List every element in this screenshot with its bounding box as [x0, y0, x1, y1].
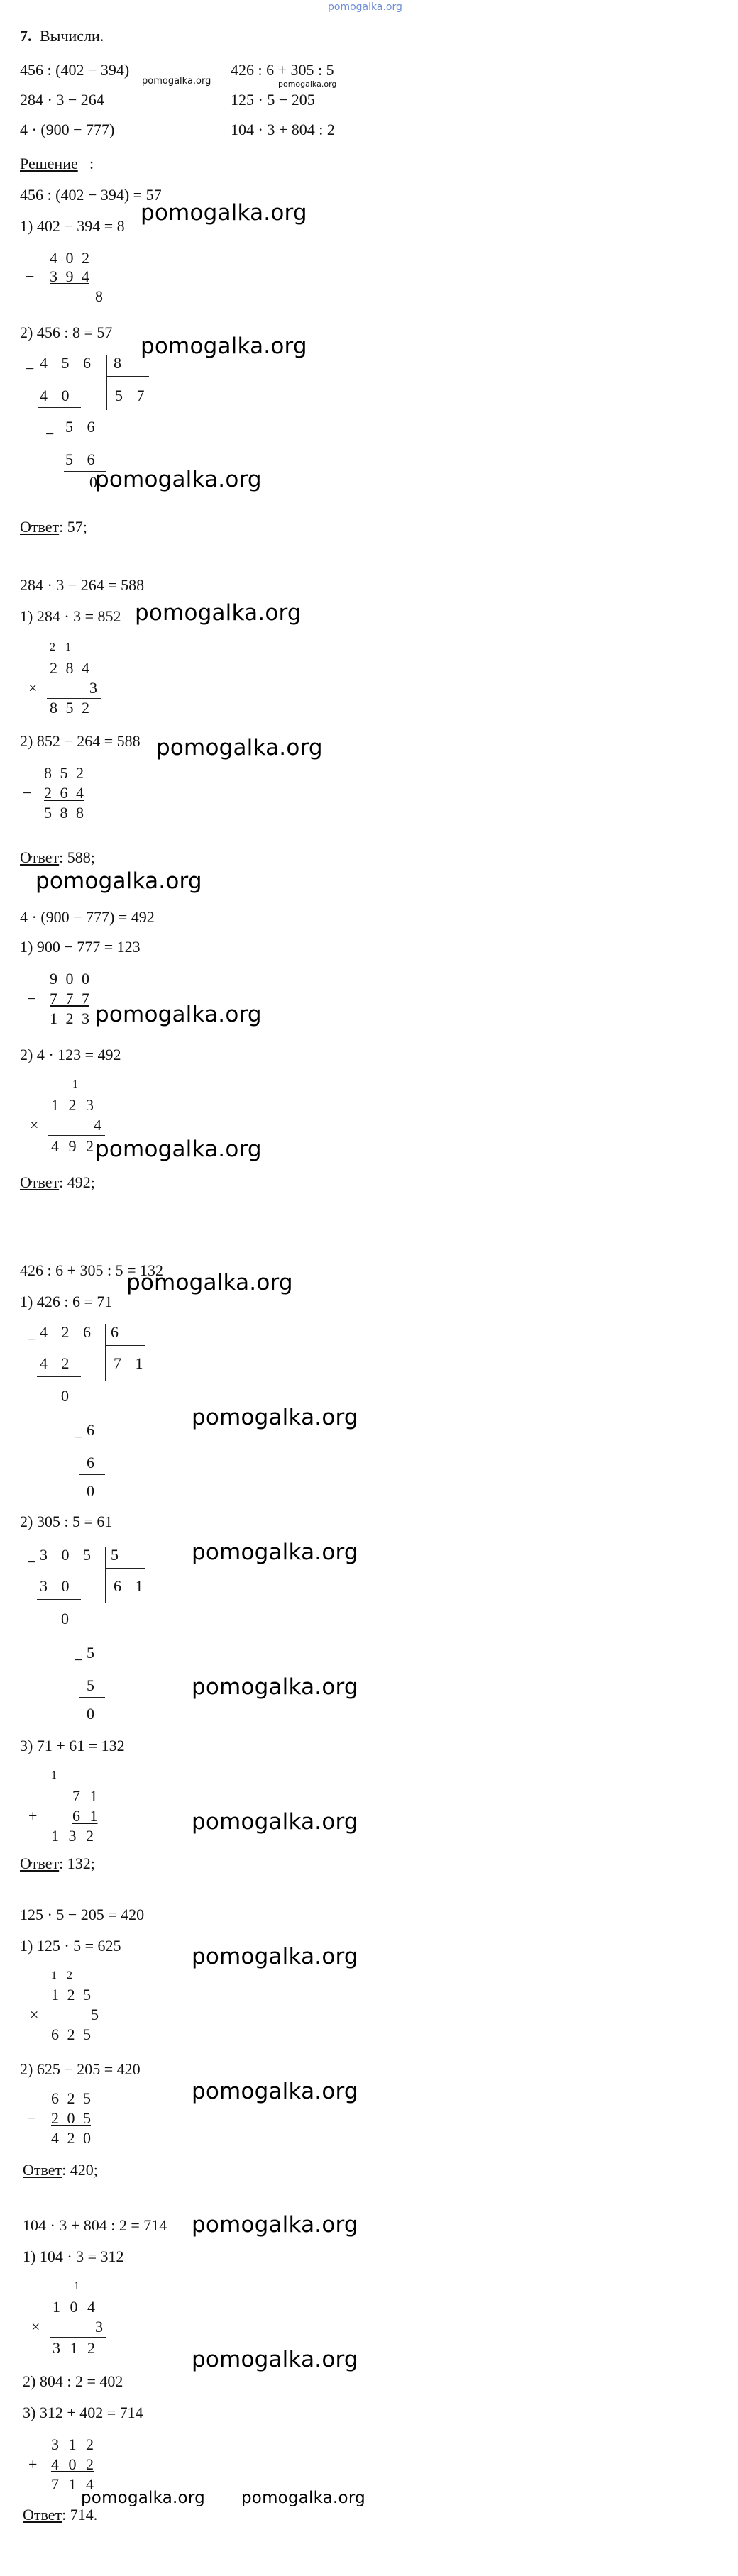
- answer: Ответ: 420;: [23, 2161, 98, 2179]
- answer: Ответ: 492;: [20, 1173, 95, 1191]
- watermark: pomogalka.org: [156, 735, 323, 761]
- task-number: 7.: [20, 27, 32, 45]
- watermark: pomogalka.org: [192, 1405, 358, 1430]
- step: 1) 104 · 3 = 312: [23, 2248, 124, 2265]
- step: 3) 312 + 402 = 714: [23, 2404, 143, 2421]
- watermark: pomogalka.org: [192, 1674, 358, 1700]
- solution-title: 456 : (402 − 394) = 57: [20, 186, 162, 204]
- step: 1) 284 · 3 = 852: [20, 607, 121, 625]
- watermark: pomogalka.org: [126, 1270, 293, 1295]
- step: 2) 305 : 5 = 61: [20, 1513, 113, 1530]
- colon: :: [89, 155, 94, 172]
- header-watermark[interactable]: pomogalka.org: [328, 1, 402, 13]
- step: 3) 71 + 61 = 132: [20, 1737, 125, 1754]
- solution-label: Решение: [20, 155, 78, 172]
- step: 1) 125 · 5 = 625: [20, 1937, 121, 1955]
- step: 2) 625 − 205 = 420: [20, 2060, 141, 2078]
- watermark: pomogalka.org: [81, 2489, 205, 2507]
- watermark: pomogalka.org: [95, 1002, 262, 1027]
- solution-title: 125 · 5 − 205 = 420: [20, 1906, 145, 1923]
- expression: 4 · (900 − 777): [20, 121, 115, 138]
- solution-title: 4 · (900 − 777) = 492: [20, 908, 155, 926]
- watermark: pomogalka.org: [241, 2489, 365, 2507]
- step: 1) 426 : 6 = 71: [20, 1293, 113, 1310]
- expression: 104 · 3 + 804 : 2: [231, 121, 335, 138]
- expression: 456 : (402 − 394): [20, 61, 130, 79]
- step: 1) 402 − 394 = 8: [20, 217, 125, 235]
- answer: Ответ: 714.: [23, 2506, 98, 2524]
- step: 2) 4 · 123 = 492: [20, 1046, 121, 1063]
- watermark: pomogalka.org: [192, 1539, 358, 1565]
- watermark-small: pomogalka.org: [278, 79, 337, 89]
- answer: Ответ: 132;: [20, 1854, 95, 1872]
- solution-title: 426 : 6 + 305 : 5 = 132: [20, 1261, 164, 1279]
- watermark: pomogalka.org: [192, 2079, 358, 2104]
- watermark-small: pomogalka.org: [142, 76, 211, 87]
- watermark: pomogalka.org: [141, 333, 307, 359]
- watermark: pomogalka.org: [95, 467, 262, 492]
- step: 2) 456 : 8 = 57: [20, 324, 113, 341]
- expression: 125 · 5 − 205: [231, 91, 315, 109]
- watermark: pomogalka.org: [192, 2347, 358, 2372]
- answer: Ответ: 588;: [20, 848, 95, 866]
- watermark: pomogalka.org: [192, 1944, 358, 1969]
- watermark: pomogalka.org: [192, 2212, 358, 2238]
- page: pomogalka.org 7. Вычисли. 456 : (402 − 394) 284 · 3 − 264 4 · (900 − 777) 426 : 6 + 305 : 5 125 · 5 − 205 104 · 3 + 804 : 2 pomogalka.org pomogalka.org Решение : 456 : (402 − 394) = 57 1) 402 − 394 = 8 pomogalka.org 4 0 2 − 3 9 4 8 2) 456 : 8 = 57 pomogalka.org − 4 5 6 8 5 7 4 0 − 5 6 5 6 0 pomogalka.org Ответ: 57; 284 · 3 − 264 = 588 1) 284 · 3 = 852 pomogalka.org 2 1 2 8 4 × 3 8 5 2 2) 852 − 264 = 588 pomogalka.org 8 5 2 − 2 6 4 5 8 8 Ответ: 588; pomogalka.org 4 · (900 − 777) = 492 1) 900 − 777 = 123 9 0 0 − 7 7 7 1 2 3 pomogalka.org 2) 4 · 123 = 492 1 1 2 3 × 4 4 9 2 pomogalka.org Ответ: 492; 426 : 6 + 305 : 5 = 132 1) 426 : 6 = 71 pomogalka.org − 4 2 6 6 7 1 4 2 0 − 6 6 0 pomogalka.org 2) 305 : 5 = 61 − 3 0 5 5 6 1 3 0 0 − 5 5 0 pomogalka.org pomogalka.org 3) 71 + 61 = 132 1 7 1 + 6 1 1 3 2 pomogalka.org Ответ: 132; 125 · 5 − 205 = 420 1) 125 · 5 = 625 pomogalka.org 1 2 1 2 5 × 5 6 2 5 2) 625 − 205 = 420 pomogalka.org 6 2 5 − 2 0 5 4 2 0 Ответ: 420; 104 · 3 + 804 : 2 = 714 pomogalka.org 1) 104 · 3 = 312 1 1 0 4 × 3 3 1 2 pomogalka.org 2) 804 : 2 = 402 3) 312 + 402 = 714 3 1 2 + 4 0 2 7 1 4 pomogalka.org pomogalka.org Ответ: 714.: [20, 1, 402, 2524]
- answer: Ответ: 57;: [20, 518, 87, 536]
- expression: 426 : 6 + 305 : 5: [231, 61, 334, 79]
- watermark: pomogalka.org: [35, 868, 202, 894]
- watermark: pomogalka.org: [95, 1137, 262, 1162]
- watermark: pomogalka.org: [192, 1809, 358, 1835]
- step: 1) 900 − 777 = 123: [20, 938, 141, 956]
- solution-title: 104 · 3 + 804 : 2 = 714: [23, 2216, 167, 2234]
- step: 2) 804 : 2 = 402: [23, 2372, 123, 2390]
- task-title: Вычисли.: [40, 27, 104, 45]
- solution-title: 284 · 3 − 264 = 588: [20, 576, 145, 594]
- expression: 284 · 3 − 264: [20, 91, 104, 109]
- watermark: pomogalka.org: [141, 200, 307, 226]
- watermark: pomogalka.org: [135, 600, 302, 626]
- step: 2) 852 − 264 = 588: [20, 732, 141, 750]
